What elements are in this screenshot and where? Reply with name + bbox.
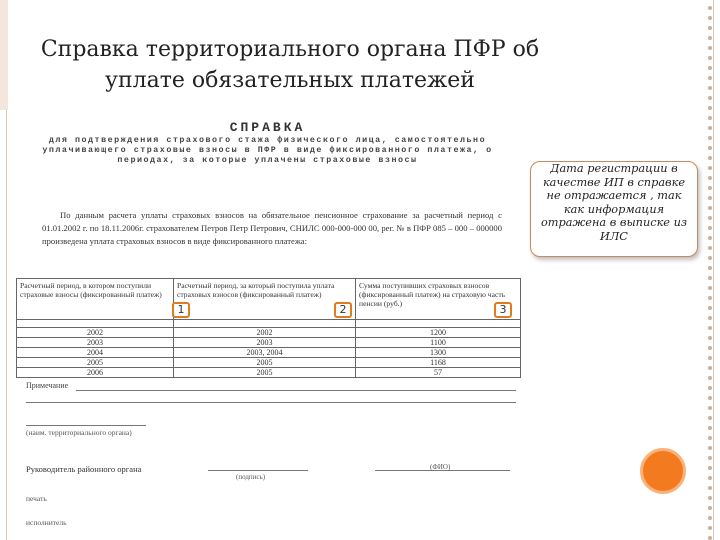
edge-dot <box>708 516 712 520</box>
cell-period-paid: 2003, 2004 <box>174 348 356 358</box>
edge-dot <box>708 106 712 110</box>
edge-dot <box>708 476 712 480</box>
edge-dot <box>708 286 712 290</box>
cell-amount: 1168 <box>356 358 521 368</box>
edge-dot <box>708 66 712 70</box>
edge-dot <box>708 466 712 470</box>
head-signature-label: Руководитель районного органа <box>26 464 142 474</box>
edge-dot <box>708 386 712 390</box>
cell-period-received: 2006 <box>17 368 174 378</box>
edge-dot <box>708 56 712 60</box>
cell-period-received: 2004 <box>17 348 174 358</box>
edge-dot <box>708 6 712 10</box>
table-row <box>17 320 521 328</box>
edge-dot <box>708 436 712 440</box>
edge-dot <box>708 86 712 90</box>
cell-amount: 57 <box>356 368 521 378</box>
edge-dot <box>708 126 712 130</box>
table-row <box>17 358 521 368</box>
table-row <box>17 348 521 358</box>
territorial-body-caption: (наим. территориального органа) <box>26 428 132 437</box>
executor-label: исполнитель <box>26 518 67 527</box>
certificate-scan <box>10 118 525 540</box>
dotted-edge <box>702 0 714 540</box>
edge-dot <box>708 366 712 370</box>
cell-period-paid: 2002 <box>174 328 356 338</box>
edge-dot <box>708 256 712 260</box>
cell-period-paid: 2005 <box>174 358 356 368</box>
column-header-amount: Сумма поступивших страховых взносов (фиксированный платеж) на страховую часть пенсии (руб.) <box>356 279 521 320</box>
edge-dot <box>708 136 712 140</box>
territorial-body-line <box>26 425 146 426</box>
edge-dot <box>708 396 712 400</box>
edge-dot <box>708 116 712 120</box>
column-marker-2: 2 <box>334 302 352 318</box>
cell-amount: 1100 <box>356 338 521 348</box>
slide-title: Справка территориального органа ПФР об уплате обязательных платежей <box>40 37 540 93</box>
edge-dot <box>708 156 712 160</box>
edge-dot <box>708 96 712 100</box>
edge-dot <box>708 306 712 310</box>
edge-dot <box>708 76 712 80</box>
edge-dot <box>708 446 712 450</box>
edge-dot <box>708 206 712 210</box>
column-header-period-paid: Расчетный период, за который поступила уплата страховых взносов (фиксированный платеж) <box>174 279 356 320</box>
column-marker-1: 1 <box>172 302 190 318</box>
table-row <box>17 368 521 378</box>
edge-dot <box>708 16 712 20</box>
certificate-heading: СПРАВКА <box>229 120 306 135</box>
callout-note: Дата регистрации в качестве ИП в справке не отражается , так как информация отражена в выписке из ИЛС <box>530 161 698 257</box>
signature-caption: (подпись) <box>236 473 266 481</box>
edge-dot <box>708 376 712 380</box>
edge-dot <box>708 456 712 460</box>
table-header-row <box>17 279 521 320</box>
decorative-orange-circle <box>640 448 686 494</box>
stamp-label: печать <box>26 494 47 503</box>
certificate-body: По данным расчета уплаты страховых взносов на обязательное пенсионное страхование за расчетный период с 01.01.2002 г. по 18.11.2006г. страхователем Петров Петр Петрович, СНИЛС 000-000-000 00, рег. № в ПФР 085 – 000 – 000000 произведена уплата страховых взносов в виде фиксированного платежа: <box>42 210 502 246</box>
edge-dot <box>708 166 712 170</box>
fio-caption: (ФИО) <box>430 463 451 471</box>
cell-amount: 1200 <box>356 328 521 338</box>
edge-dot <box>708 356 712 360</box>
note-line <box>76 390 516 391</box>
edge-dot <box>708 416 712 420</box>
edge-dot <box>708 346 712 350</box>
edge-dot <box>708 176 712 180</box>
edge-dot <box>708 506 712 510</box>
edge-dot <box>708 426 712 430</box>
edge-dot <box>708 316 712 320</box>
edge-dot <box>708 26 712 30</box>
table-row <box>17 338 521 348</box>
edge-dot <box>708 296 712 300</box>
edge-dot <box>708 146 712 150</box>
edge-dot <box>708 186 712 190</box>
signature-line <box>208 470 308 471</box>
accent-bar <box>0 0 8 110</box>
edge-dot <box>708 536 712 540</box>
cell-period-paid: 2003 <box>174 338 356 348</box>
edge-dot <box>708 326 712 330</box>
edge-dot <box>708 276 712 280</box>
note-line <box>26 402 516 403</box>
cell-period-received: 2005 <box>17 358 174 368</box>
edge-dot <box>708 406 712 410</box>
edge-dot <box>708 266 712 270</box>
column-header-period-received: Расчетный период, в котором поступили страховые взносы (фиксированный платеж) <box>17 279 174 320</box>
edge-dot <box>708 216 712 220</box>
table-row <box>17 328 521 338</box>
edge-dot <box>708 246 712 250</box>
note-label: Примечание <box>26 381 69 390</box>
edge-dot <box>708 496 712 500</box>
cell-period-received: 2003 <box>17 338 174 348</box>
column-marker-3: 3 <box>494 302 512 318</box>
certificate-purpose: для подтверждения страхового стажа физического лица, самостоятельно уплачивающего страховые взносы в ПФР в виде фиксированного платежа, о периодах, за которые уплачены страховые взносы <box>42 135 493 165</box>
edge-dot <box>708 226 712 230</box>
edge-dot <box>708 46 712 50</box>
payments-table <box>16 278 521 378</box>
edge-dot <box>708 486 712 490</box>
cell-period-paid: 2005 <box>174 368 356 378</box>
cell-amount: 1300 <box>356 348 521 358</box>
edge-dot <box>708 236 712 240</box>
edge-dot <box>708 196 712 200</box>
edge-dot <box>708 336 712 340</box>
edge-dot <box>708 36 712 40</box>
cell-period-received: 2002 <box>17 328 174 338</box>
edge-dot <box>708 526 712 530</box>
